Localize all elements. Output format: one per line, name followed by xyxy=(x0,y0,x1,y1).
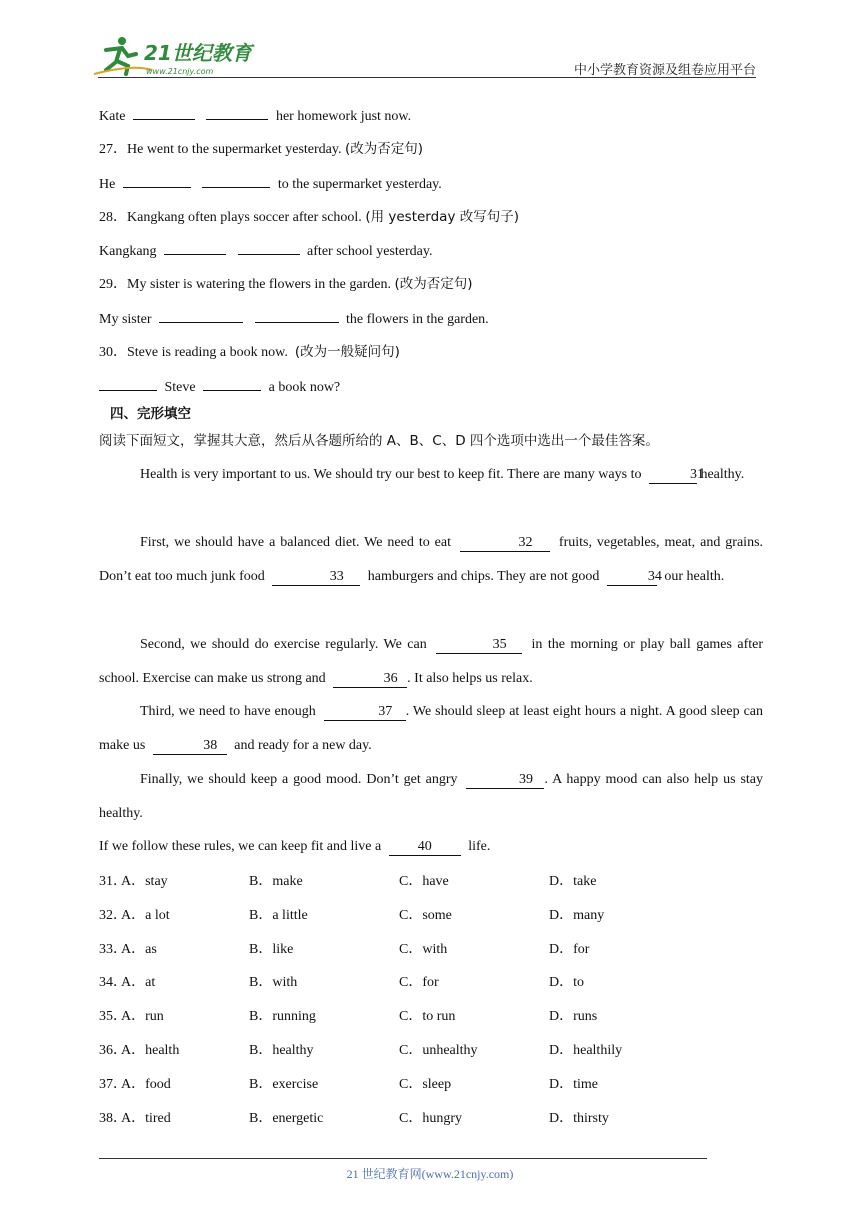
option-a[interactable]: A．a lot xyxy=(121,907,170,923)
section-instruction: 阅读下面短文，掌握其大意，然后从各题所给的 A、B、C、D 四个选项中选出一个最佳答案。 xyxy=(99,433,659,449)
paragraph-5: Finally, we should keep a good mood. Don’t get angry 39 . A happy mood can also help us stay healthy. xyxy=(99,772,764,821)
option-b[interactable]: B．running xyxy=(249,1009,316,1025)
option-d[interactable]: D．take xyxy=(549,874,597,889)
paragraph-2: First, we should have a balanced diet. We need to eat 32 fruits, vegetables, meat, and grains. Don’t eat too much junk food 33 hamburgers and chips. They are not good 34 our health. xyxy=(99,535,764,584)
option-row xyxy=(99,906,763,926)
section-title: 四、完形填空 xyxy=(110,406,191,422)
option-d[interactable]: D．thirsty xyxy=(549,1110,609,1126)
option-d[interactable]: D．time xyxy=(549,1076,598,1092)
blank xyxy=(203,376,261,391)
option-a[interactable]: A．as xyxy=(121,941,157,957)
blank xyxy=(206,105,268,120)
answer-line-28: Kangkang after school yesterday. xyxy=(99,240,432,262)
option-b[interactable]: B．energetic xyxy=(249,1110,324,1126)
blank-36: 36 xyxy=(333,671,407,688)
option-d[interactable]: D．for xyxy=(549,941,590,957)
footer-divider xyxy=(99,1158,707,1159)
page-header xyxy=(0,0,860,80)
option-d[interactable]: D．healthily xyxy=(549,1043,623,1058)
option-b[interactable]: B．with xyxy=(249,975,298,991)
option-row xyxy=(99,1041,763,1061)
paragraph-4: Third, we need to have enough 37 . We should sleep at least eight hours a night. A good sleep can make us 38 and ready for a new day. xyxy=(99,704,763,753)
option-a[interactable]: A．tired xyxy=(121,1110,171,1126)
option-d[interactable]: D．to xyxy=(549,975,584,991)
blank-34: 34 xyxy=(607,569,657,586)
blank-37: 37 xyxy=(324,704,406,721)
option-b[interactable]: B．make xyxy=(249,874,303,889)
option-a[interactable]: A．food xyxy=(121,1076,171,1092)
blank xyxy=(255,308,339,323)
option-row xyxy=(99,940,763,960)
question-number: 34． xyxy=(99,975,127,991)
question-30: 30．Steve is reading a book now. (改为一般疑问句) xyxy=(99,344,400,360)
option-a[interactable]: A．health xyxy=(121,1043,180,1058)
question-29: 29．My sister is watering the flowers in the garden. (改为否定句) xyxy=(99,276,473,292)
answer-line-29: My sister the flowers in the garden. xyxy=(99,308,489,330)
blank xyxy=(238,240,300,255)
option-c[interactable]: C．have xyxy=(399,874,449,889)
blank-40: 40 xyxy=(389,839,461,856)
question-27: 27．He went to the supermarket yesterday. (改为否定句) xyxy=(99,141,424,157)
option-b[interactable]: B．healthy xyxy=(249,1043,314,1058)
header-divider xyxy=(98,77,756,78)
blank xyxy=(123,173,191,188)
blank-33: 33 xyxy=(272,569,360,586)
blank xyxy=(159,308,243,323)
blank xyxy=(202,173,270,188)
option-c[interactable]: C．to run xyxy=(399,1009,456,1025)
option-row xyxy=(99,872,763,892)
question-number: 32． xyxy=(99,907,127,923)
question-number: 35． xyxy=(99,1009,127,1025)
blank-35: 35 xyxy=(436,637,522,654)
platform-label: 中小学教育资源及组卷应用平台 xyxy=(573,63,756,78)
option-d[interactable]: D．runs xyxy=(549,1009,598,1025)
blank-31: 31 xyxy=(649,467,697,484)
blank-39: 39 xyxy=(466,772,544,789)
option-row xyxy=(99,1075,763,1095)
answer-line-30: Steve a book now? xyxy=(99,376,340,398)
option-c[interactable]: C．sleep xyxy=(399,1076,452,1092)
option-row xyxy=(99,1109,763,1129)
blank xyxy=(133,105,195,120)
option-c[interactable]: C．unhealthy xyxy=(399,1043,478,1058)
option-c[interactable]: C．some xyxy=(399,907,452,923)
option-c[interactable]: C．with xyxy=(399,941,448,957)
option-row xyxy=(99,1007,763,1027)
paragraph-3: Second, we should do exercise regularly. We can 35 in the morning or play ball games after school. Exercise can make us strong and 36 . It also helps us relax. xyxy=(99,637,764,686)
option-c[interactable]: C．for xyxy=(399,975,439,991)
option-a[interactable]: A．at xyxy=(121,975,156,991)
question-28: 28．Kangkang often plays soccer after school. (用 yesterday 改写句子) xyxy=(99,209,520,225)
blank xyxy=(164,240,226,255)
option-c[interactable]: C．hungry xyxy=(399,1110,462,1126)
question-number: 38． xyxy=(99,1110,127,1126)
answer-line-26: Kate her homework just now. xyxy=(99,105,411,127)
question-number: 31． xyxy=(99,874,127,889)
question-number: 33． xyxy=(99,941,127,957)
option-b[interactable]: B．a little xyxy=(249,907,308,923)
paragraph-6: If we follow these rules, we can keep fit and live a 40 life. xyxy=(99,839,491,854)
option-a[interactable]: A．stay xyxy=(121,874,168,889)
blank-32: 32 xyxy=(460,535,550,552)
option-b[interactable]: B．like xyxy=(249,941,294,957)
option-b[interactable]: B．exercise xyxy=(249,1076,319,1092)
answer-line-27: He to the supermarket yesterday. xyxy=(99,173,442,195)
footer-text: 21 世纪教育网(www.21cnjy.com) xyxy=(346,1167,514,1181)
question-number: 36． xyxy=(99,1043,127,1058)
option-row xyxy=(99,973,763,993)
logo-text: 21世纪教育 xyxy=(144,41,252,65)
blank xyxy=(99,376,157,391)
paragraph-1: Health is very important to us. We should try our best to keep fit. There are many ways to 31 healthy. xyxy=(140,467,745,482)
blank-38: 38 xyxy=(153,738,227,755)
option-d[interactable]: D．many xyxy=(549,907,605,923)
logo-url: www.21cnjy.com xyxy=(146,67,214,76)
logo xyxy=(92,34,262,78)
option-a[interactable]: A．run xyxy=(121,1009,164,1025)
question-number: 37． xyxy=(99,1076,127,1092)
